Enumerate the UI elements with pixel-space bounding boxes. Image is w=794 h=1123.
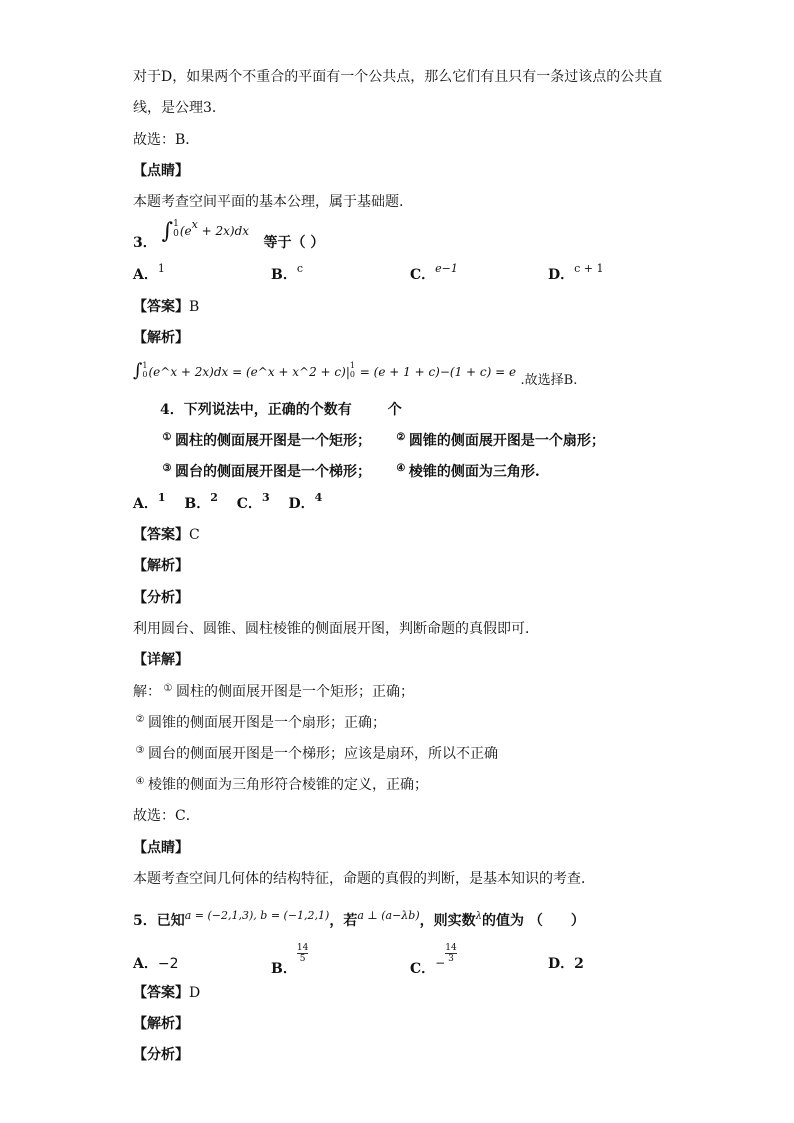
option-b: B．$^c$ — [271, 262, 304, 283]
circled-1: ① — [162, 432, 172, 443]
section-label: 【详解】 — [133, 652, 189, 668]
text-line: 本题考查空间平面的基本公理，属于基础题. — [133, 194, 404, 210]
text-line: 本题考查空间几何体的结构特征，命题的真假的判断，是基本知识的考查． — [133, 871, 595, 887]
option-d: D．$^{c + 1}$ — [548, 262, 604, 283]
integral-symbol: ∫ — [161, 219, 174, 244]
options-q4: A．$^1$ B．$^2$ C．$^3$ D．$^4$ — [133, 491, 323, 512]
option-a: A．−2 — [133, 956, 179, 972]
circled-3: ③ — [162, 463, 172, 474]
question-4: 4．下列说法中，正确的个数有 个 — [160, 402, 402, 418]
text-line: 故选：B． — [133, 132, 200, 148]
section-label: 【解析】 — [133, 558, 189, 574]
text-line: 对于D，如果两个不重合的平面有一个公共点，那么它们有且只有一条过该点的公共直 — [133, 69, 663, 85]
section-label: 【解析】 — [133, 330, 189, 346]
section-label: 【分析】 — [133, 590, 189, 606]
section-label: 【解析】 — [133, 1016, 189, 1032]
detail-line: 解： ① 圆柱的侧面展开图是一个矩形；正确； — [133, 683, 414, 700]
answer-q4: 【答案】C — [133, 527, 200, 543]
solution-q3: ∫ 1 0 (e^x + 2x)dx = (e^x + x^2 + c)| 1 0 = (e + 1 + c)−(1 + c) = e .故选择B. — [133, 360, 578, 388]
question-tail: 等于（ ） — [263, 235, 325, 251]
question-number: 3． — [133, 235, 157, 251]
text-line: 利用圆台、圆锥、圆柱棱锥的侧面展开图，判断命题的真假即可． — [133, 621, 539, 637]
detail-line: ④ 棱锥的侧面为三角形符合棱锥的定义，正确； — [135, 776, 428, 793]
detail-line: ③ 圆台的侧面展开图是一个梯形；应该是扇环，所以不正确 — [135, 745, 498, 762]
option-c: C．$-\frac{14}{3}$ — [410, 943, 457, 977]
section-label: 【点睛】 — [133, 840, 189, 856]
question-5: 5．已知$^{a = (-2,1,3), b = (-1,2,1)}$，若$^{a \perp (a-\lambda b)}$，则实数$^\lambda$的值为 （ ） — [133, 909, 585, 929]
option-a: A．$^1$ — [133, 262, 165, 283]
circled-2: ② — [396, 432, 406, 443]
option-d: D．2 — [548, 956, 584, 972]
integral-limits: 1 0 — [173, 219, 179, 239]
answer-q3: 【答案】B — [133, 299, 200, 315]
section-label: 【点睛】 — [133, 163, 189, 179]
circled-4: ④ — [396, 463, 406, 474]
statement-row: ① 圆柱的侧面展开图是一个矩形； ② 圆锥的侧面展开图是一个扇形； — [160, 432, 605, 450]
detail-line: ② 圆锥的侧面展开图是一个扇形；正确； — [135, 714, 386, 731]
integrand: (ex + 2x)dx — [179, 218, 250, 238]
text-line: 线，是公理3. — [133, 100, 217, 116]
integral-symbol: ∫ — [133, 360, 143, 381]
answer-q5: 【答案】D — [133, 985, 201, 1001]
option-c: C．$^{e-1}$ — [410, 262, 458, 283]
statement-row: ③ 圆台的侧面展开图是一个梯形； ④ 棱锥的侧面为三角形. — [160, 463, 540, 481]
section-label: 【分析】 — [133, 1047, 189, 1063]
question-3 — [133, 218, 325, 253]
text-line: 故选：C． — [133, 808, 200, 824]
option-b: B．$\frac{14}{5}$ — [271, 943, 309, 977]
